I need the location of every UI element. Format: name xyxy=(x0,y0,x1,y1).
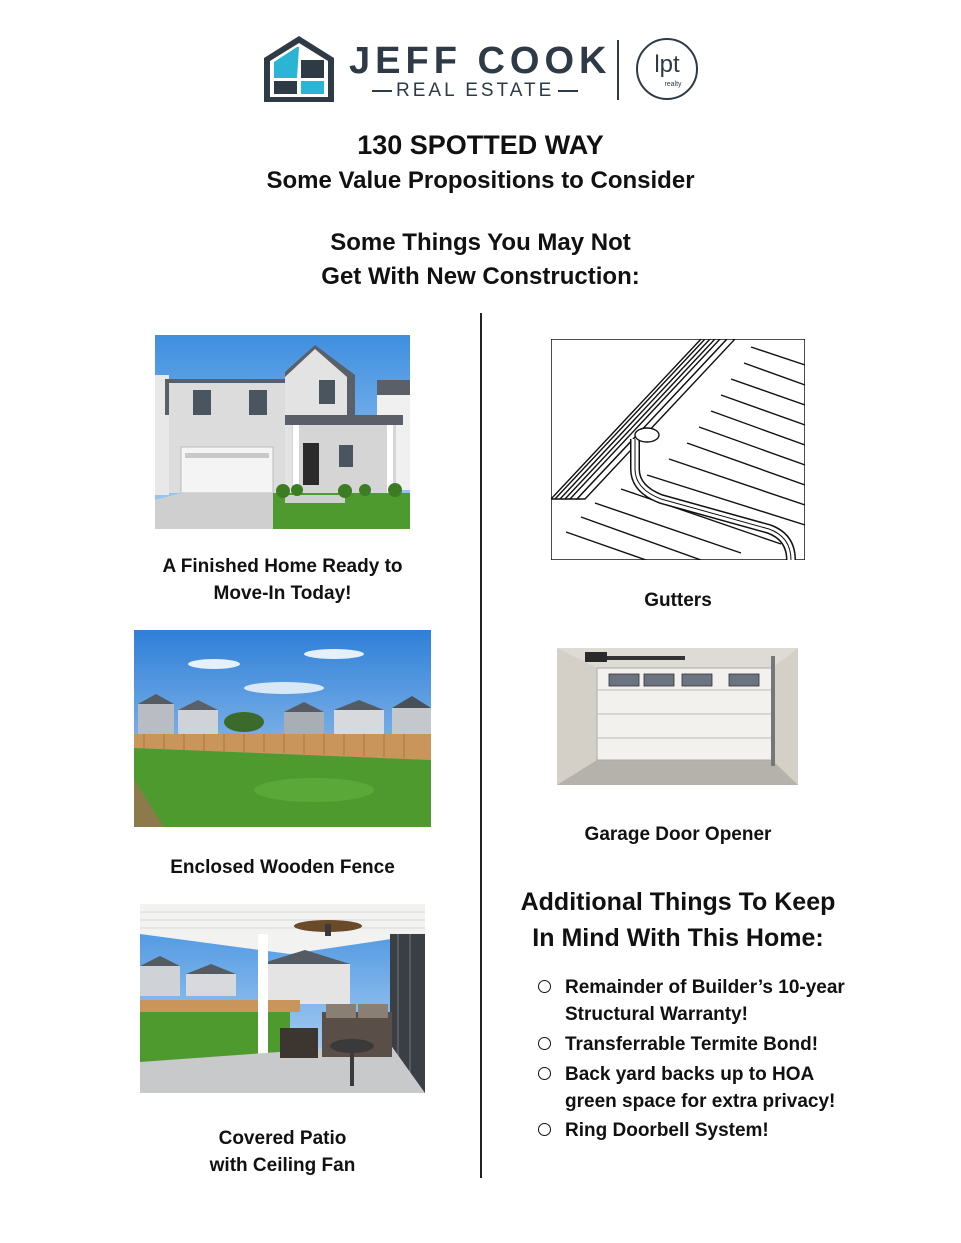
bullet-text xyxy=(565,1117,865,1144)
house-logo-icon xyxy=(262,34,336,104)
bullet-text xyxy=(565,1031,865,1058)
bullet-circle-icon xyxy=(538,1123,551,1136)
section-title-line1: Some Things You May Not xyxy=(330,229,631,256)
caption-line: Move-In Today! xyxy=(213,583,352,604)
dash-decoration xyxy=(372,90,392,92)
gutter-illustration xyxy=(551,339,805,560)
bullet-line: Remainder of Builder’s 10-year xyxy=(565,977,845,998)
additional-section-title xyxy=(500,884,856,956)
bullet-circle-icon xyxy=(538,980,551,993)
fenced-yard-photo xyxy=(134,630,431,827)
property-address: 130 SPOTTED WAY xyxy=(357,130,604,160)
dash-decoration xyxy=(558,90,578,92)
finished-home-photo xyxy=(155,335,410,529)
additional-title-line2: In Mind With This Home: xyxy=(532,924,824,952)
bullet-line: Structural Warranty! xyxy=(565,1004,748,1025)
caption-line: with Ceiling Fan xyxy=(209,1155,356,1176)
bullet-line: Back yard backs up to HOA xyxy=(565,1064,815,1085)
bullet-line: Ring Doorbell System! xyxy=(565,1120,769,1141)
bullet-line: green space for extra privacy! xyxy=(565,1091,836,1112)
lpt-realty-logo xyxy=(636,38,698,100)
brand-name: JEFF COOK xyxy=(349,40,612,82)
garage-door-photo xyxy=(557,648,798,785)
bullet-text xyxy=(565,974,865,1028)
lpt-logo-text: lpt xyxy=(654,51,680,78)
lpt-logo-subtext: realty xyxy=(664,81,682,88)
page-subtitle: Some Value Propositions to Consider xyxy=(266,167,695,194)
caption-line: A Finished Home Ready to xyxy=(162,556,403,577)
caption-line: Covered Patio xyxy=(218,1128,347,1149)
bullet-circle-icon xyxy=(538,1067,551,1080)
caption-line: Enclosed Wooden Fence xyxy=(170,857,395,878)
additional-title-line1: Additional Things To Keep xyxy=(520,888,836,916)
garage-door-caption: Garage Door Opener xyxy=(584,824,772,845)
section-title-line2: Get With New Construction: xyxy=(321,263,640,290)
finished-home-caption xyxy=(145,553,420,607)
covered-patio-photo xyxy=(140,904,425,1093)
bullet-text xyxy=(565,1061,865,1115)
bullet-line: Transferrable Termite Bond! xyxy=(565,1034,819,1055)
fence-caption xyxy=(134,854,431,881)
gutters-caption: Gutters xyxy=(644,590,712,611)
logo-divider xyxy=(617,40,619,100)
brand-subtitle-text: REAL ESTATE xyxy=(396,80,555,101)
section-title xyxy=(0,226,961,294)
bullet-circle-icon xyxy=(538,1037,551,1050)
brand-subtitle xyxy=(368,80,582,102)
column-divider xyxy=(480,313,482,1178)
patio-caption xyxy=(140,1125,425,1179)
